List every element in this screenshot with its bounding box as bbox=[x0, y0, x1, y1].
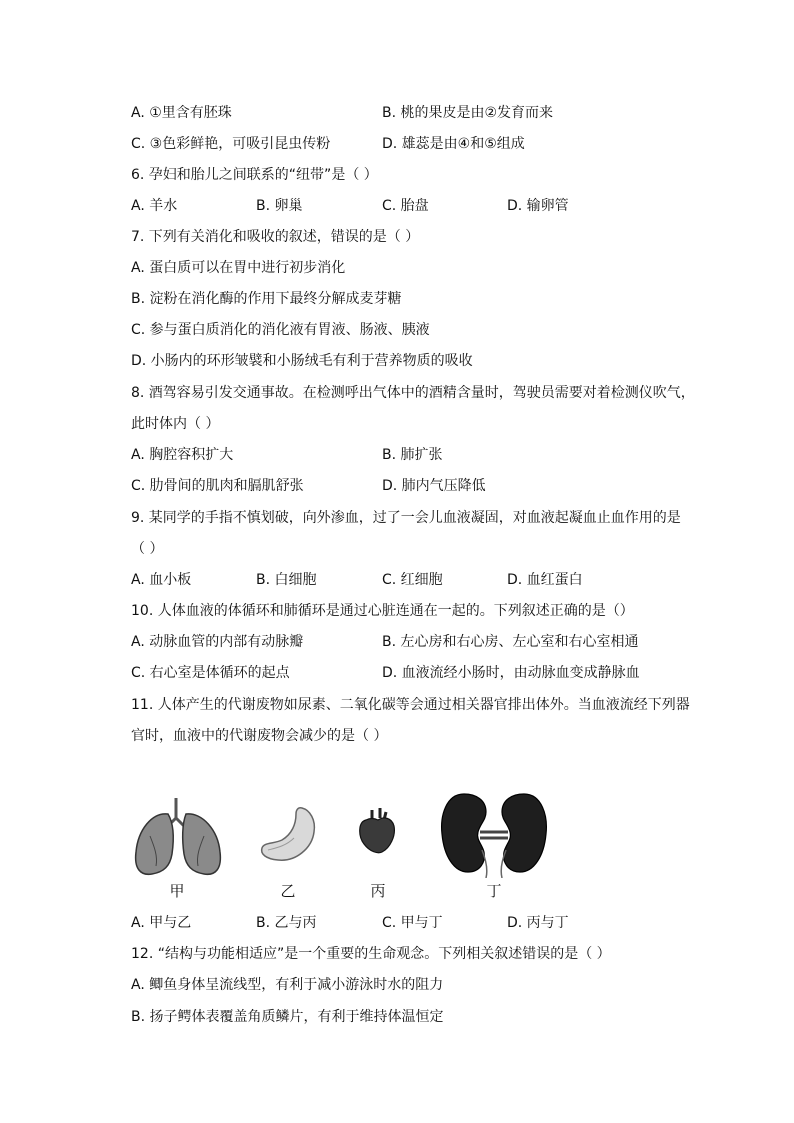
option: D. 血液流经小肠时，由动脉血变成静脉血 bbox=[382, 665, 640, 681]
kidney-icon bbox=[438, 790, 550, 878]
label-ding: 丁 bbox=[486, 882, 502, 900]
option: C. 右心室是体循环的起点 bbox=[131, 665, 290, 681]
option: C. 肋骨间的肌肉和膈肌舒张 bbox=[131, 478, 304, 494]
q8-opts-1 bbox=[0, 445, 794, 465]
q9-stem-1: 9. 某同学的手指不慎划破，向外渗血，过了一会儿血液凝固，对血液起凝血止血作用的是 bbox=[131, 510, 681, 526]
option: A. 动脉血管的内部有动脉瓣 bbox=[131, 634, 304, 650]
option: A. ①里含有胚珠 bbox=[131, 105, 232, 121]
option: C. 胎盘 bbox=[382, 198, 429, 214]
option: A. 羊水 bbox=[131, 198, 178, 214]
option: C. ③色彩鲜艳，可吸引昆虫传粉 bbox=[131, 136, 331, 152]
q7-b: B. 淀粉在消化酶的作用下最终分解成麦芽糖 bbox=[131, 291, 402, 307]
q6-stem: 6. 孕妇和胎儿之间联系的“纽带”是（ ） bbox=[131, 167, 378, 183]
q12-stem: 12. “结构与功能相适应”是一个重要的生命观念。下列相关叙述错误的是（ ） bbox=[131, 946, 611, 962]
option: D. 输卵管 bbox=[507, 198, 569, 214]
stomach-icon bbox=[256, 804, 322, 866]
option: B. 桃的果皮是由②发育而来 bbox=[382, 105, 554, 121]
q5-opts-1 bbox=[0, 103, 794, 123]
organ-figure bbox=[128, 790, 558, 902]
option: D. 肺内气压降低 bbox=[382, 478, 486, 494]
q12-b: B. 扬子鳄体表覆盖角质鳞片，有利于维持体温恒定 bbox=[131, 1009, 444, 1025]
q12-a: A. 鲫鱼身体呈流线型，有利于减小游泳时水的阻力 bbox=[131, 977, 444, 993]
q5-opts-2 bbox=[0, 134, 794, 154]
q7-a: A. 蛋白质可以在胃中进行初步消化 bbox=[131, 260, 346, 276]
q8-opts-2 bbox=[0, 476, 794, 496]
q11-opts bbox=[0, 913, 794, 933]
q9-stem-2: （ ） bbox=[131, 541, 164, 557]
option: B. 左心房和右心房、左心室和右心室相通 bbox=[382, 634, 639, 650]
option: A. 血小板 bbox=[131, 572, 192, 588]
option: A. 甲与乙 bbox=[131, 915, 192, 931]
q6-opts bbox=[0, 196, 794, 216]
q10-opts-1 bbox=[0, 632, 794, 652]
q10-stem: 10. 人体血液的体循环和肺循环是通过心脏连通在一起的。下列叙述正确的是（） bbox=[131, 603, 634, 619]
lungs-icon bbox=[130, 796, 226, 878]
option: D. 雄蕊是由④和⑤组成 bbox=[382, 136, 525, 152]
heart-icon bbox=[356, 806, 400, 856]
option: B. 白细胞 bbox=[256, 572, 317, 588]
label-bing: 丙 bbox=[370, 882, 386, 900]
option: D. 血红蛋白 bbox=[507, 572, 583, 588]
q11-stem-2: 官时，血液中的代谢废物会减少的是（ ） bbox=[131, 728, 388, 744]
q8-stem-1: 8. 酒驾容易引发交通事故。在检测呼出气体中的酒精含量时，驾驶员需要对着检测仪吹气， bbox=[131, 385, 695, 401]
option: B. 肺扩张 bbox=[382, 447, 443, 463]
q7-stem: 7. 下列有关消化和吸收的叙述，错误的是（ ） bbox=[131, 229, 420, 245]
label-jia: 甲 bbox=[169, 882, 185, 900]
q9-opts bbox=[0, 570, 794, 590]
option: B. 乙与丙 bbox=[256, 915, 317, 931]
label-yi: 乙 bbox=[280, 882, 296, 900]
q10-opts-2 bbox=[0, 663, 794, 683]
option: C. 甲与丁 bbox=[382, 915, 443, 931]
option: D. 丙与丁 bbox=[507, 915, 569, 931]
q11-stem-1: 11. 人体产生的代谢废物如尿素、二氧化碳等会通过相关器官排出体外。当血液流经下列器 bbox=[131, 697, 690, 713]
option: C. 红细胞 bbox=[382, 572, 443, 588]
option: B. 卵巢 bbox=[256, 198, 303, 214]
option: A. 胸腔容积扩大 bbox=[131, 447, 234, 463]
q7-d: D. 小肠内的环形皱襞和小肠绒毛有利于营养物质的吸收 bbox=[131, 353, 473, 369]
q8-stem-2: 此时体内（ ） bbox=[131, 416, 220, 432]
q7-c: C. 参与蛋白质消化的消化液有胃液、肠液、胰液 bbox=[131, 322, 430, 338]
